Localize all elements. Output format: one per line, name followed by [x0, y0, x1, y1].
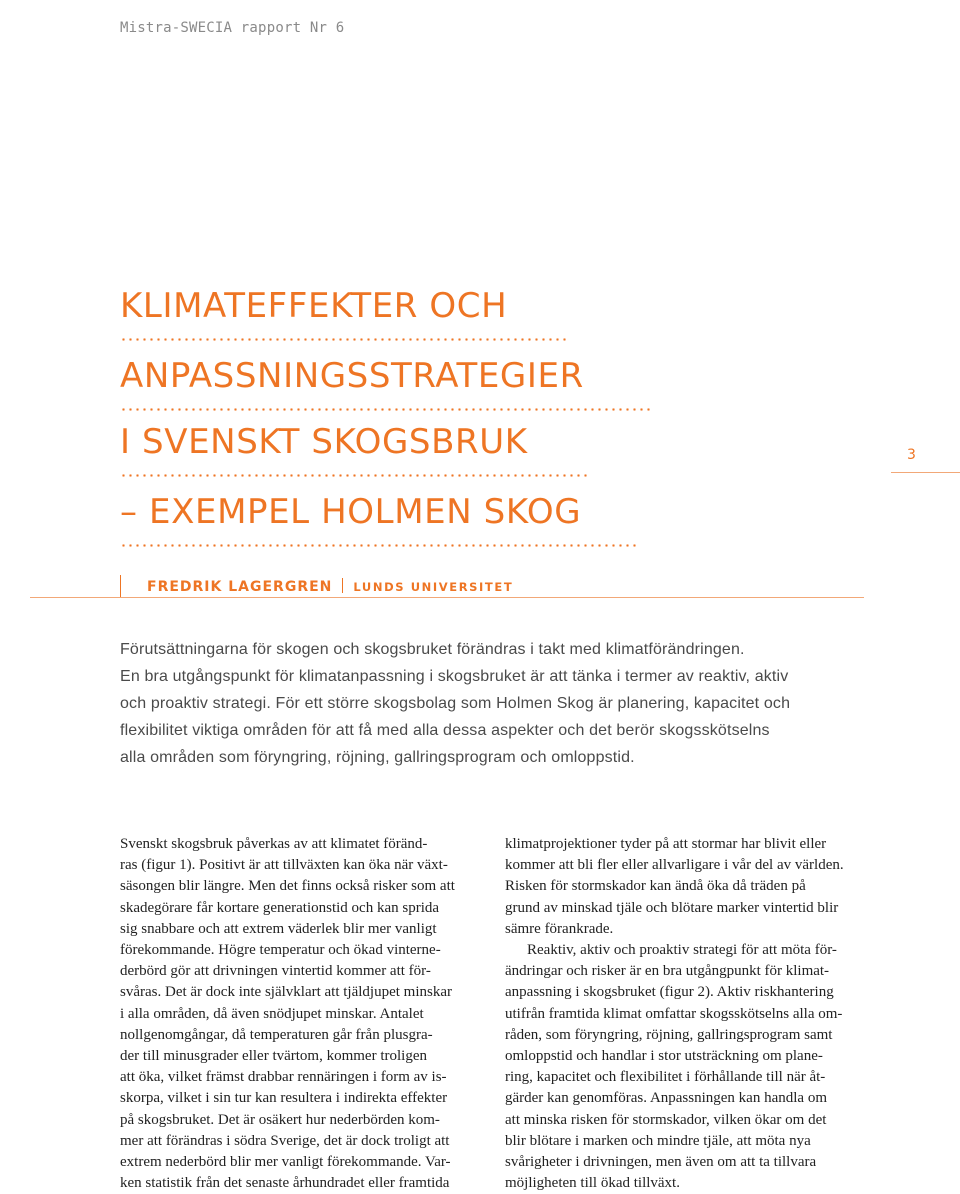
- body-line: Reaktiv, aktiv och proaktiv strategi för att möta för-: [527, 942, 837, 959]
- body-line: att öka, vilket främst drabbar rennäringen i form av is-: [120, 1069, 447, 1086]
- author-affiliation: LUNDS UNIVERSITET: [353, 580, 514, 594]
- body-line: nollgenomgångar, då temperaturen går från plusgra-: [120, 1026, 433, 1043]
- body-line: på skogsbruket. Det är osäkert hur nederbörden kom-: [120, 1111, 440, 1128]
- dotted-rule: [120, 408, 650, 411]
- title-line-4: – EXEMPEL HOLMEN SKOG: [120, 492, 582, 532]
- body-line: ring, kapacitet och flexibilitet i förhållande till när åt-: [505, 1069, 826, 1086]
- body-line: att minska risken för stormskador, vilken ökar om det: [505, 1111, 827, 1128]
- body-line: svåras. Det är dock inte självklart att tjäldjupet minskar: [120, 984, 452, 1001]
- dotted-rule: [120, 474, 588, 477]
- running-header: Mistra-SWECIA rapport Nr 6: [120, 20, 345, 36]
- body-line: gärder kan genomföras. Anpassningen kan handla om: [505, 1090, 827, 1107]
- author-name: FREDRIK LAGERGREN: [147, 579, 333, 595]
- body-line: sämre förankrade.: [505, 920, 614, 937]
- body-line: Risken för stormskador kan ändå öka då träden på: [505, 878, 806, 895]
- lead-line: flexibilitet viktiga områden för att få med alla dessa aspekter och det berör skogsskötselns: [120, 722, 770, 739]
- page-number: 3: [907, 447, 916, 463]
- title-line-2: ANPASSNINGSSTRATEGIER: [120, 356, 584, 396]
- dotted-rule: [120, 544, 638, 547]
- byline-tick: [120, 575, 121, 597]
- body-line: omloppstid och handlar i stor utsträckning om plane-: [505, 1048, 823, 1065]
- lead-line: alla områden som föryngring, röjning, gallringsprogram och omloppstid.: [120, 749, 635, 766]
- body-line: extrem nederbörd blir mer vanligt förekommande. Var-: [120, 1154, 451, 1171]
- body-line: grund av minskad tjäle och blötare marker vintertid blir: [505, 899, 839, 916]
- dotted-rule: [120, 338, 566, 341]
- body-line: anpassning i skogsbruket (figur 2). Aktiv riskhantering: [505, 984, 834, 1001]
- body-line: der till minusgrader eller tvärtom, kommer troligen: [120, 1048, 427, 1065]
- body-line: mer att förändras i södra Sverige, det är dock troligt att: [120, 1132, 450, 1149]
- body-line: derbörd gör att drivningen vintertid kommer att för-: [120, 963, 431, 980]
- body-line: utifrån framtida klimat omfattar skogsskötselns alla om-: [505, 1005, 843, 1022]
- lead-line: En bra utgångspunkt för klimatanpassning i skogsbruket är att tänka i termer av reaktiv, aktiv: [120, 668, 789, 685]
- body-line: säsongen blir längre. Men det finns också risker som att: [120, 878, 455, 895]
- byline-rule: [30, 597, 864, 598]
- lead-line: och proaktiv strategi. För ett större skogsbolag som Holmen Skog är planering, kapacitet och: [120, 695, 791, 712]
- body-line: möjligheten till ökad tillväxt.: [505, 1175, 680, 1192]
- body-paragraph-2: [505, 940, 865, 1194]
- body-line: förekommande. Högre temperatur och ökad vinterne-: [120, 942, 441, 959]
- body-line: skadegörare får kortare generationstid och kan sprida: [120, 899, 440, 916]
- body-line: sig snabbare och att extrem väderlek blir mer vanligt: [120, 920, 437, 937]
- body-line: kommer att bli fler eller allvarligare i vår del av världen.: [505, 857, 844, 874]
- body-line: blir blötare i marken och mindre tjäle, att möta nya: [505, 1132, 811, 1149]
- body-column-left: [120, 834, 480, 1194]
- body-line: i alla områden, då även snödjupet minskar. Antalet: [120, 1005, 424, 1022]
- byline-separator: [342, 578, 343, 593]
- body-line: ken statistik från det senaste århundradet eller framtida: [120, 1175, 450, 1192]
- page-number-rule: [891, 472, 960, 473]
- byline: [147, 576, 513, 595]
- body-line: ändringar och risker är en bra utgångpunkt för klimat-: [505, 963, 830, 980]
- body-column-right: [505, 834, 865, 1194]
- body-paragraph-1: [505, 834, 865, 940]
- body-line: svårigheter i drivningen, men även om att ta tillvara: [505, 1154, 817, 1171]
- body-line: råden, som föryngring, röjning, gallringsprogram samt: [505, 1026, 833, 1043]
- lead-line: Förutsättningarna för skogen och skogsbruket förändras i takt med klimatförändringen.: [120, 641, 745, 658]
- body-line: skorpa, vilket i sin tur kan resultera i indirekta effekter: [120, 1090, 448, 1107]
- body-line: ras (figur 1). Positivt är att tillväxten kan öka när växt-: [120, 857, 448, 874]
- title-line-3: I SVENSKT SKOGSBRUK: [120, 422, 528, 462]
- body-line: Svenskt skogsbruk påverkas av att klimatet föränd-: [120, 836, 428, 852]
- lead-paragraph: [120, 636, 880, 771]
- body-line: klimatprojektioner tyder på att stormar har blivit eller: [505, 836, 827, 852]
- title-line-1: KLIMATEFFEKTER OCH: [120, 286, 508, 326]
